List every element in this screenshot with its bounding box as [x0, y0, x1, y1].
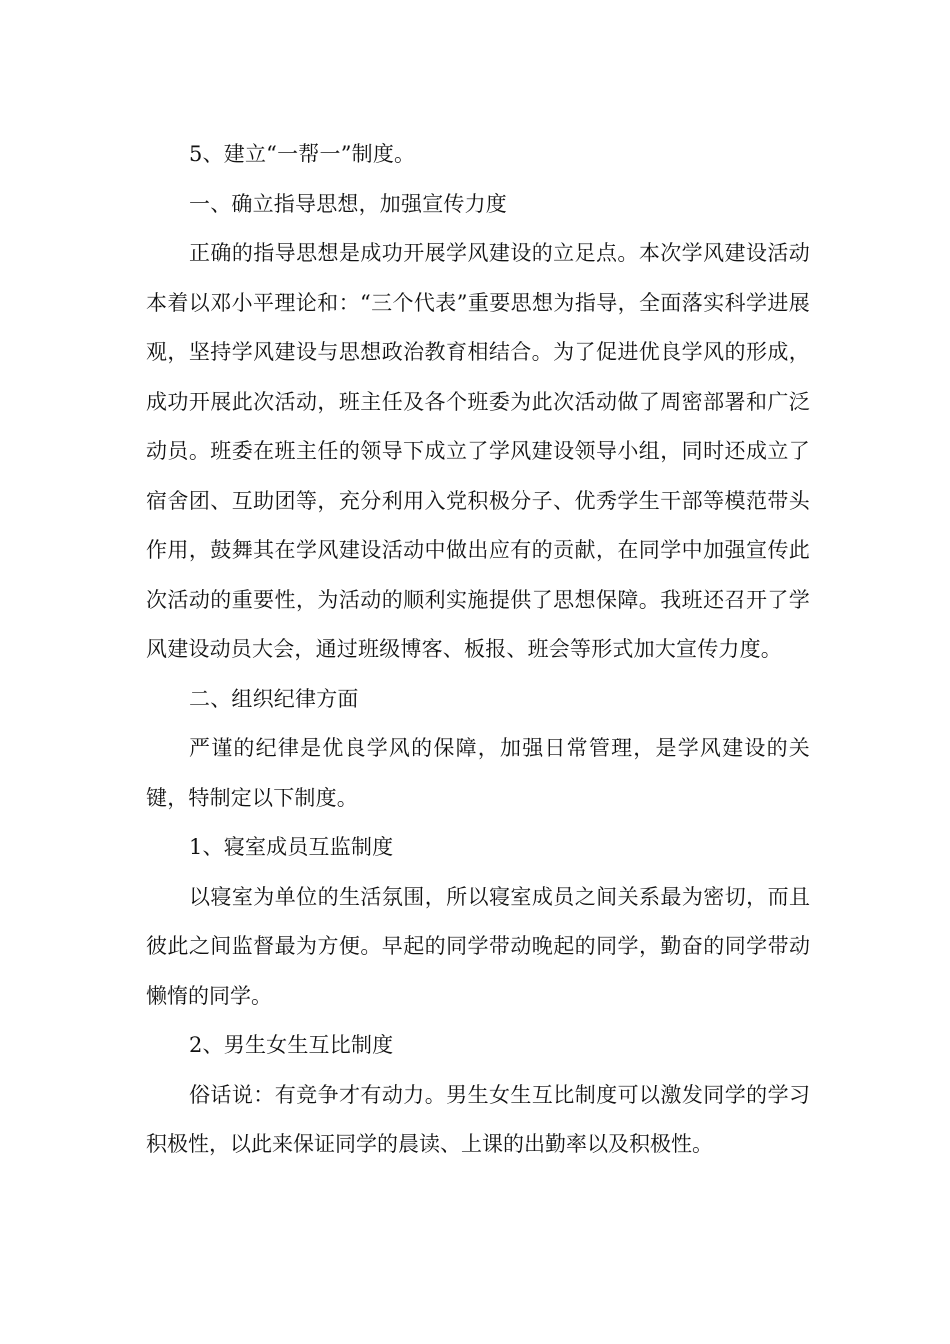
heading-guiding-thought: 一、确立指导思想，加强宣传力度	[189, 191, 507, 216]
paragraph-gender-competition: 俗话说：有竞争才有动力。男生女生互比制度可以激发同学的学习积极性，以此来保证同学的晨读、上课的出勤率以及积极性。	[146, 1082, 810, 1156]
paragraph-dorm-supervision: 以寝室为单位的生活氛围，所以寝室成员之间关系最为密切，而且彼此之间监督最为方便。早起的同学带动晚起的同学，勤奋的同学带动懒惰的同学。	[146, 884, 810, 1008]
paragraph-help-system: 5、建立“一帮一”制度。	[189, 142, 416, 166]
heading-discipline: 二、组织纪律方面	[189, 686, 359, 711]
paragraph-discipline: 严谨的纪律是优良学风的保障，加强日常管理，是学风建设的关键，特制定以下制度。	[146, 736, 810, 810]
heading-gender-competition: 2、男生女生互比制度	[189, 1033, 394, 1057]
paragraph-guiding-thought: 正确的指导思想是成功开展学风建设的立足点。本次学风建设活动本着以邓小平理论和：“三个代表”重要思想为指导，全面落实科学进展观，坚持学风建设与思想政治教育相结合。为了促进优良学风的形成，成功开展此次活动，班主任及各个班委为此次活动做了周密部署和广泛动员。班委在班主任的领导下成立了学风建设领导小组，同时还成立了宿舍团、互助团等，充分利用入党积极分子、优秀学生干部等模范带头作用，鼓舞其在学风建设活动中做出应有的贡献，在同学中加强宣传此次活动的重要性，为活动的顺利实施提供了思想保障。我班还召开了学风建设动员大会，通过班级博客、板报、班会等形式加大宣传力度。	[146, 241, 810, 661]
heading-dorm-supervision: 1、寝室成员互监制度	[189, 835, 394, 859]
document-body	[146, 130, 810, 1170]
